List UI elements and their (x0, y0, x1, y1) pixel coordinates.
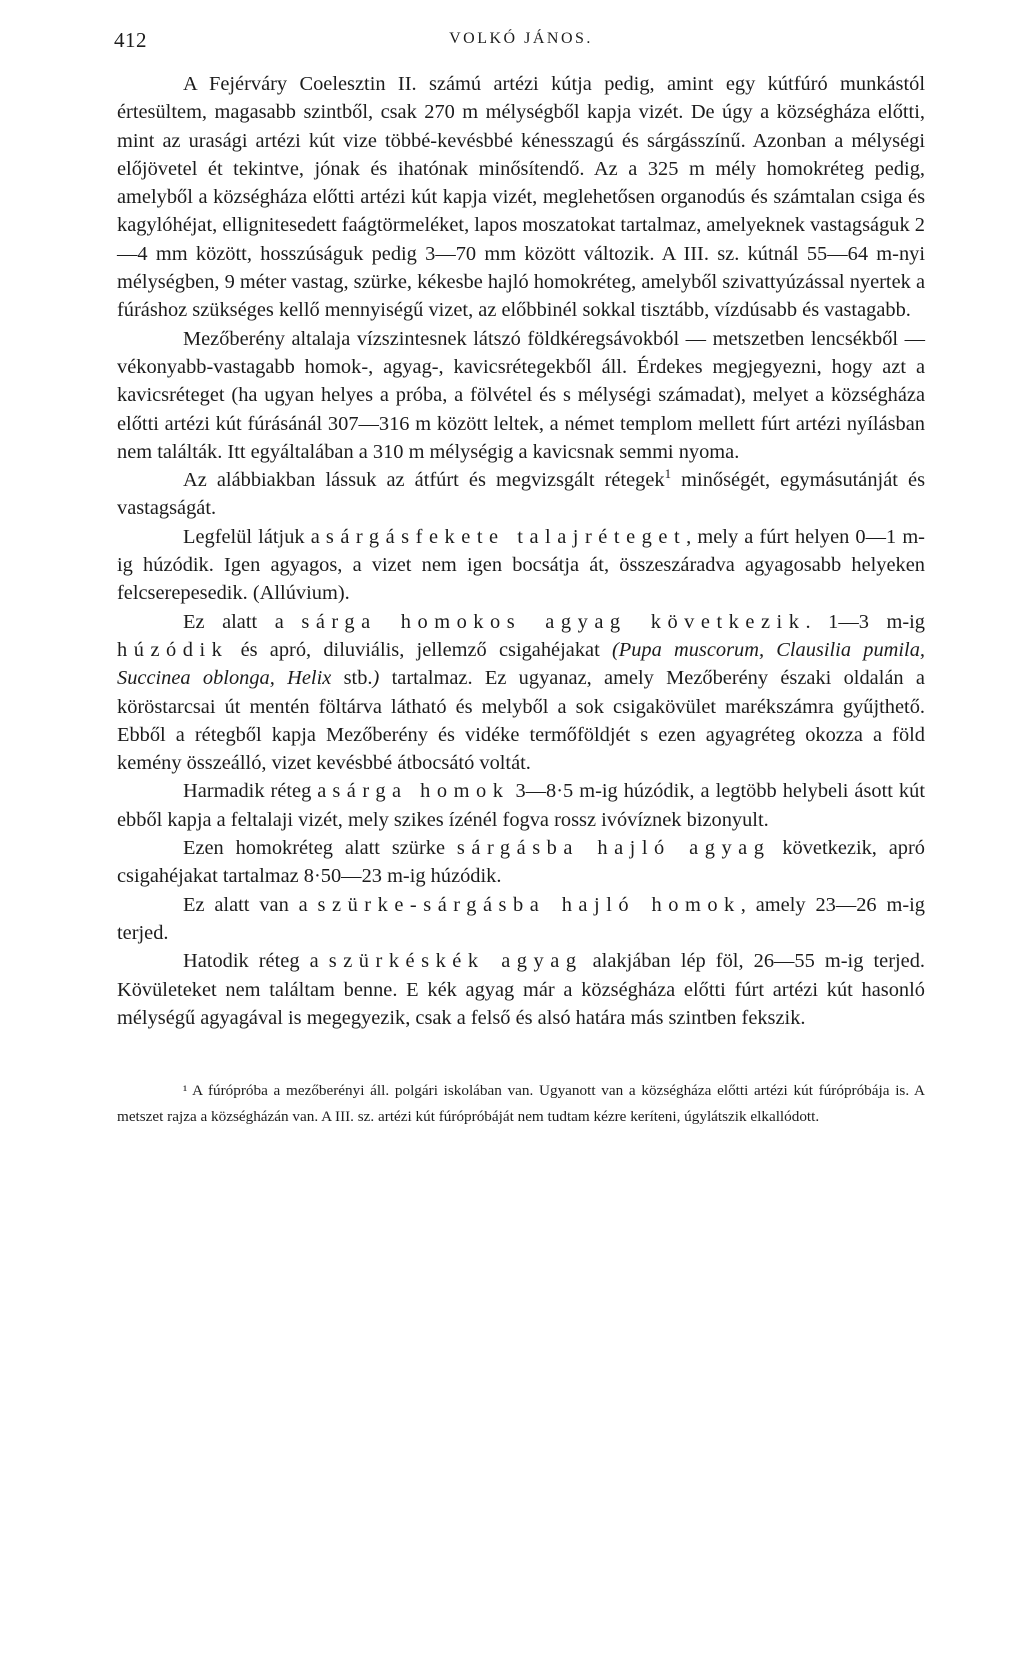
footnote-text: A fúrópróba a mezőberényi áll. polgári iskolában van. Ugyanott van a községháza előtti artézi kút fúrópróbája is. A metszet rajza a községházán van. A III. sz. artézi kút fúrópróbáját nem tudtam kézre keríteni, úgylátszik elkallódott. (117, 1082, 925, 1126)
text-run: Ez alatt van a (183, 893, 318, 916)
text-run: Ezen homokréteg alatt szürke (183, 837, 457, 860)
text-run: , mely a fúrt helyen 0—1 m-ig húzódik. Igen agyagos, a vizet nem igen bocsátja át, összeszáradva agyagosabb helyeken felcserepesedik. (Allúvium). (117, 525, 925, 605)
text-run: és apró, diluviális, jellemző csigahéjakat (228, 638, 612, 661)
spaced-term: szürke-sárgásba hajló homok (317, 893, 741, 916)
footnote-mark: ¹ (183, 1084, 188, 1100)
spaced-term: sárgásfekete talajréteget (325, 525, 687, 548)
paragraph (117, 834, 925, 891)
text-run: alakjában lép föl, 26—55 m-ig terjed. Kövületeket nem találtam benne. E kék agyag már a községháza előtti fúrt artézi kút hasonló mélységű agyagával is megegyezik, csak a felső és alsó határa más szintben fekszik. (117, 950, 925, 1029)
text-run: Az alábbiakban lássuk az átfúrt és megvizsgált rétegek (183, 469, 665, 492)
spaced-term: sárga homokos agyag következik (301, 610, 806, 633)
footnote-reference: 1 (664, 466, 672, 482)
paragraph (117, 777, 925, 834)
text-run: , amely 23—26 m-ig terjed. (117, 893, 925, 944)
text-run: . 1—3 m-ig (805, 610, 925, 633)
text-run: Harmadik réteg a (183, 780, 333, 803)
footnote (117, 1078, 925, 1129)
italic-text: (Pupa muscorum, Clausilia pumila, Succinea oblonga, Helix (117, 638, 925, 690)
paragraph (117, 891, 925, 948)
paragraph (117, 523, 925, 608)
paragraph (117, 325, 925, 466)
spaced-term: húzódik (117, 638, 229, 661)
text-run: A Fejérváry Coelesztin II. számú artézi kútja pedig, amint egy kútfúró munkástól értesültem, magasabb szintből, csak 270 m mélységből kapja vizét. De úgy a községháza előtti, mint az urasági artézi kút vize többé-kevésbbé kénesszagú és sárgásszínű. Azonban a mélységi előjövetel ét tekintve, jónak és ihatónak minősítendő. Az a 325 m mély homokréteg pedig, amelyből a községháza előtti artézi kút kapja vizét, meglehetősen organodús és számtalan csiga és kagylóhéjat, ellignitesedett faágtörmeléket, lapos moszatokat tartalmaz, amelyeknek vastagságuk 2—4 mm között, hosszúságuk pedig 3—70 mm között változik. A III. sz. kútnál 55—64 m-nyi mélységben, 9 méter vastag, szürke, kékesbe hajló homokréteg, amelyből szivattyúzással nyertek a fúráshoz szükséges kellő mennyiségű vizet, az előbbinél sokkal tisztább, vízdúsabb és vastagabb. (117, 73, 925, 322)
text-run: Ez alatt a (183, 610, 302, 633)
body-text (117, 70, 925, 1032)
running-title: VOLKÓ JÁNOS. (449, 30, 593, 47)
paragraph (117, 947, 925, 1032)
text-run: következik, apró csigahéjakat tartalmaz 8·50—23 m-ig húzódik. (117, 837, 925, 888)
paragraph (117, 466, 925, 523)
footnotes (117, 1078, 925, 1129)
paragraph (117, 608, 925, 778)
text-run: minőségét, egymásutánját és vastagságát. (117, 469, 926, 520)
running-head (114, 28, 925, 62)
spaced-term: sárga homok (332, 780, 510, 803)
spaced-term: szürkéskék agyag (328, 950, 583, 973)
spaced-term: sárgásba hajló agyag (456, 837, 771, 860)
italic-text: ) (372, 667, 380, 690)
text-run: 3—8·5 m-ig húzódik, a legtöbb helybeli ásott kút ebből kapja a feltalaji vizét, mely szikes ízénél fogva rossz ivóvíznek bizonyult. (117, 780, 925, 831)
paragraph (117, 70, 925, 325)
text-run: stb. (331, 667, 373, 690)
text-run: Mezőberény altalaja vízszintesnek látszó földkéregsávokból — metszetben lencsékből — vékonyabb-vastagabb homok-, agyag-, kavicsrétegekből áll. Érdekes megjegyezni, hogy azt a kavicsréteget (ha ugyan helyes a próba, a fölvétel és s mélységi számadat), melyet a községháza előtti artézi kút fúrásánál 307—316 m között leltek, a német templom mellett fúrt artézi nyílásban nem találták. Itt egyáltalában a 310 m mélységig a kavicsnak semmi nyoma. (117, 327, 925, 463)
book-page (114, 28, 926, 1129)
page-number: 412 (114, 28, 147, 52)
text-run: Legfelül látjuk a (183, 525, 326, 548)
text-run: Hatodik réteg a (183, 950, 329, 973)
text-run: tartalmaz. Ez ugyanaz, amely Mezőberény északi oldalán a köröstarcsai út mentén föltárva látható és melyből a sok csigakövület marékszámra gyűjthető. Ebből a rétegből kapja Mezőberény és vidéke termőföldjét s ezen agyagréteg okozza a föld kemény összeálló, vizet kevésbbé átbocsátó voltát. (117, 667, 925, 775)
